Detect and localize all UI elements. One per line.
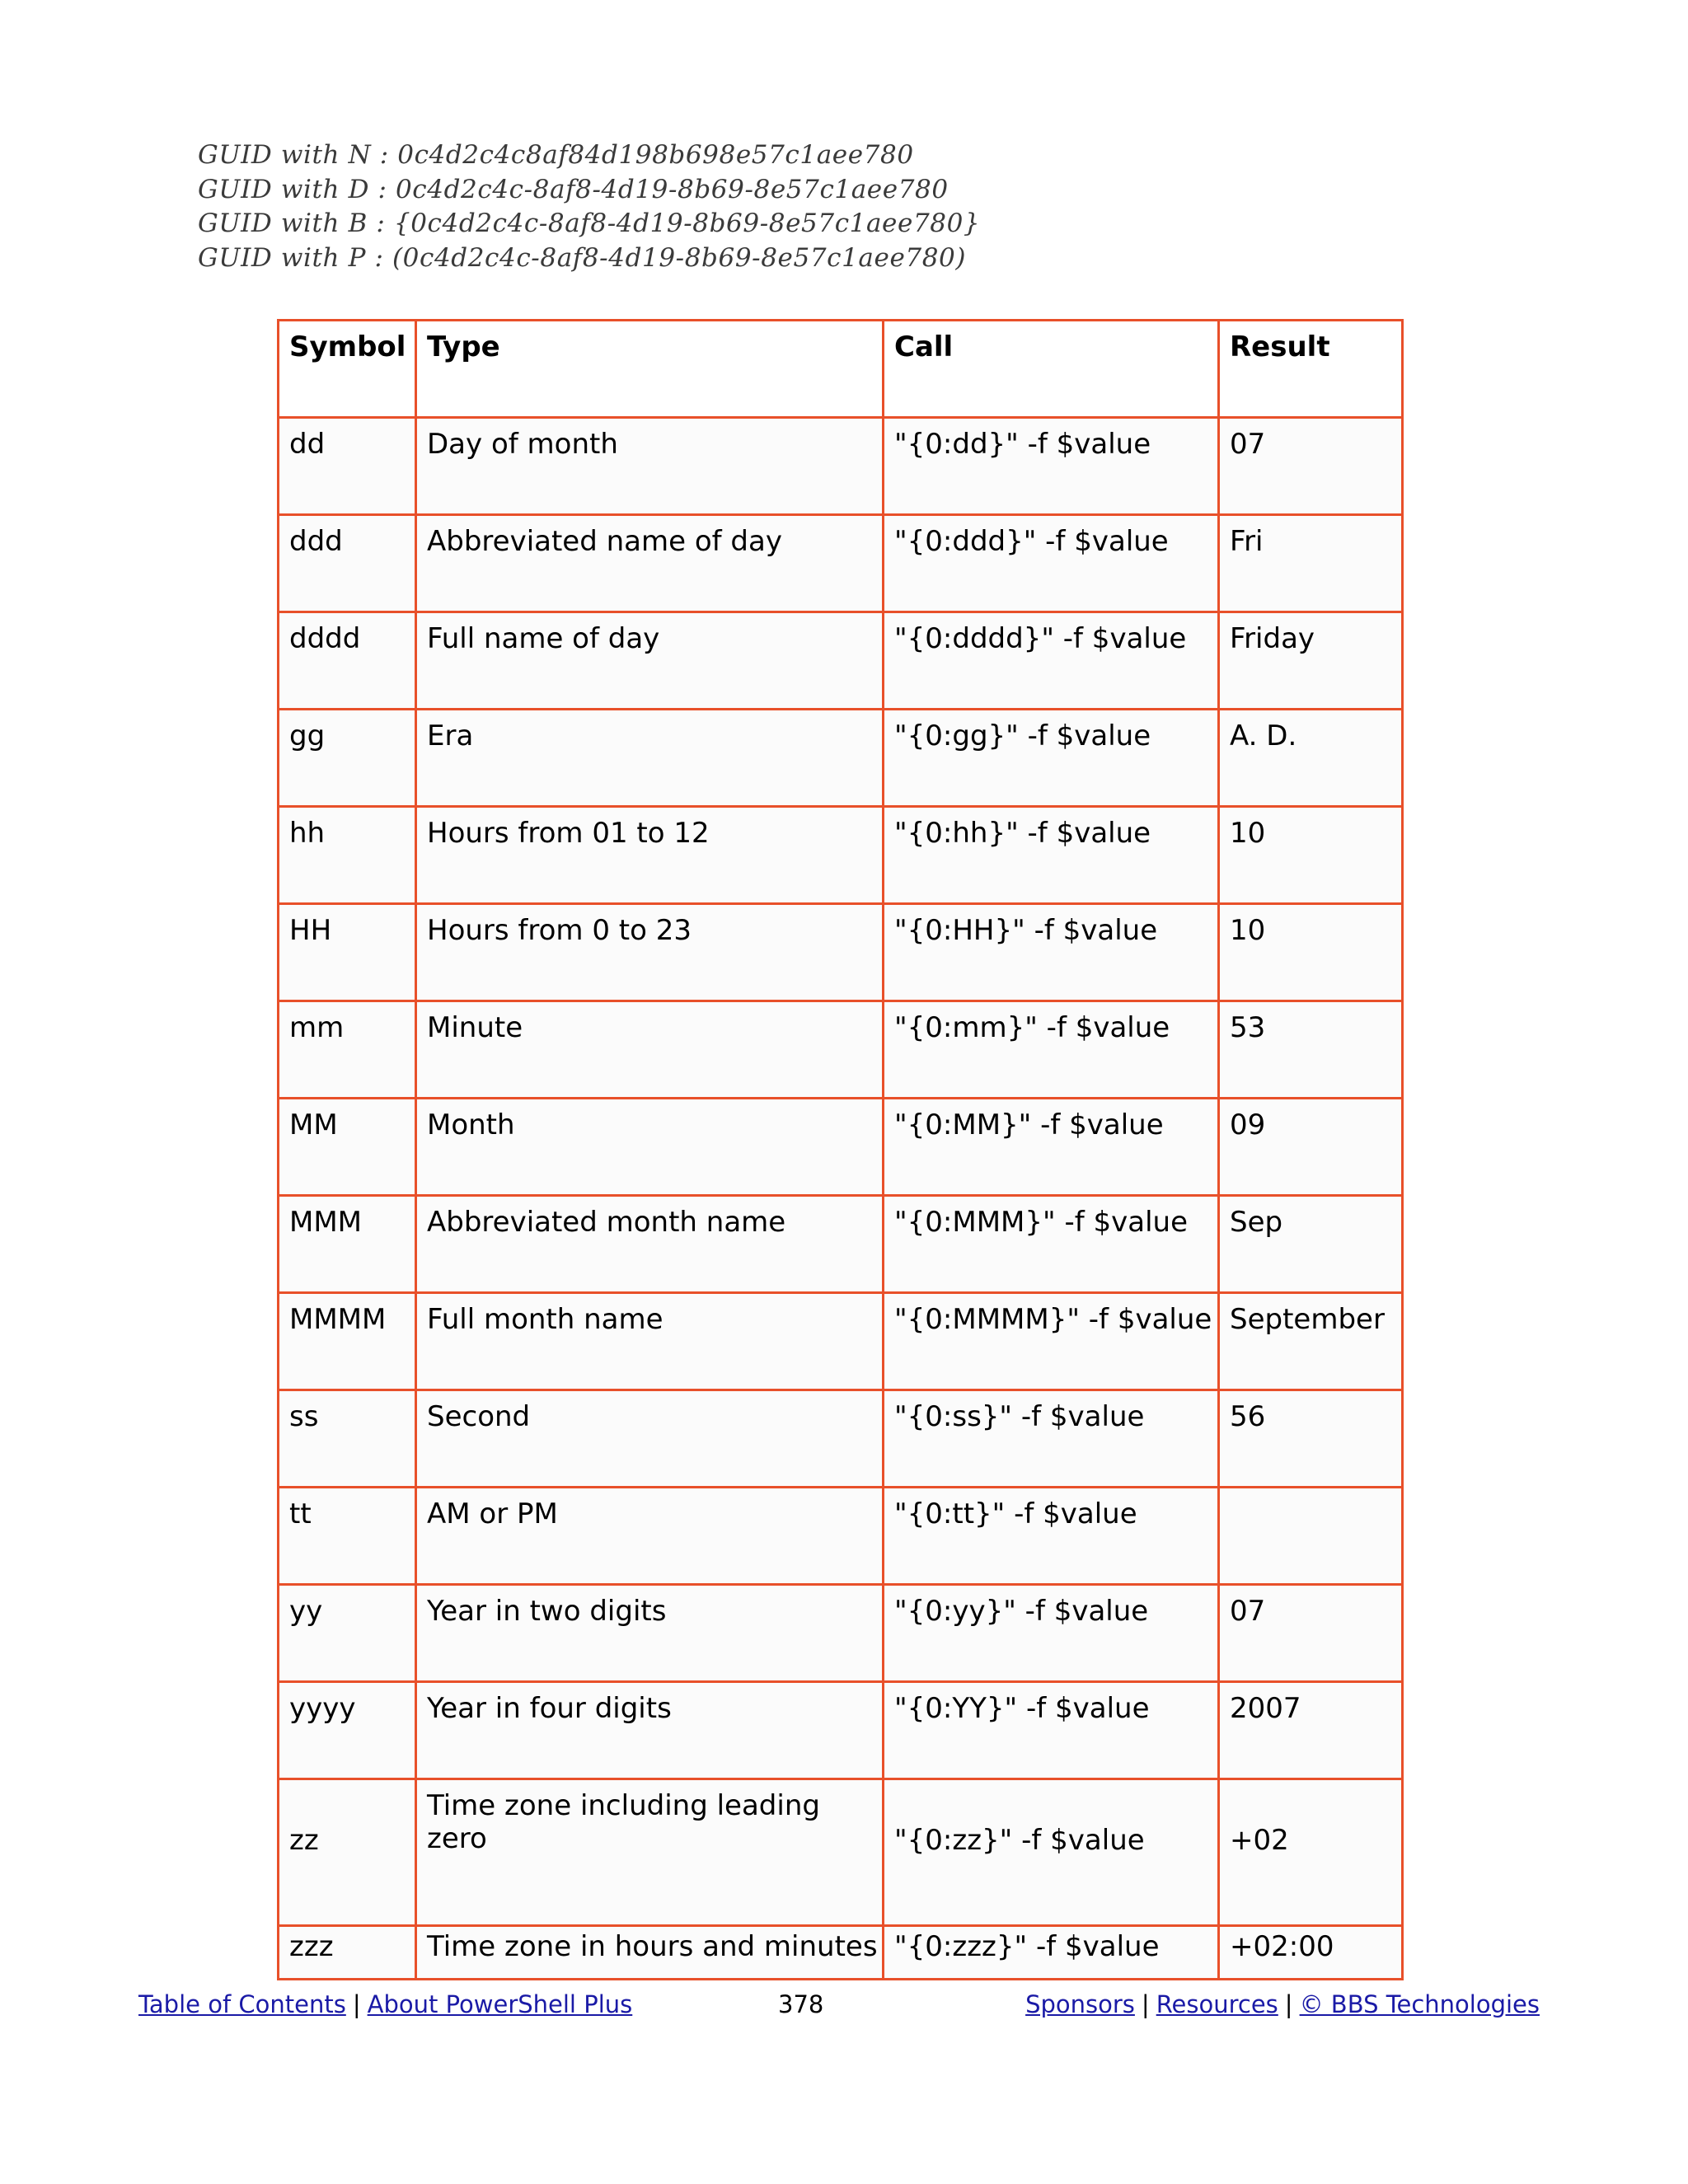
cell-symbol: ss (279, 1390, 416, 1488)
cell-call: "{0:hh}" -f $value (884, 807, 1219, 904)
table-row (279, 904, 1403, 1001)
cell-symbol: tt (279, 1488, 416, 1585)
sponsors-link[interactable]: Sponsors (1025, 1990, 1135, 2018)
table-row (279, 1390, 1403, 1488)
header-call: Call (884, 321, 1219, 418)
cell-symbol: hh (279, 807, 416, 904)
cell-type: Hours from 0 to 23 (416, 904, 884, 1001)
cell-type: AM or PM (416, 1488, 884, 1585)
cell-call: "{0:MMM}" -f $value (884, 1196, 1219, 1293)
cell-result: 56 (1219, 1390, 1403, 1488)
cell-result: +02:00 (1219, 1926, 1403, 1980)
cell-symbol: zz (279, 1779, 416, 1926)
code-line: GUID with N : 0c4d2c4c8af84d198b698e57c1aee780 (198, 140, 914, 170)
table-row (279, 710, 1403, 807)
guid-code-block (198, 138, 1434, 275)
table-row (279, 807, 1403, 904)
page-number: 378 (778, 1990, 824, 2018)
table-row (279, 1001, 1403, 1099)
cell-type: Day of month (416, 418, 884, 515)
cell-type: Year in two digits (416, 1585, 884, 1682)
header-result: Result (1219, 321, 1403, 418)
cell-symbol: dd (279, 418, 416, 515)
table-row (279, 515, 1403, 612)
table-row (279, 1926, 1403, 1980)
copyright-link[interactable]: © BBS Technologies (1299, 1990, 1540, 2018)
cell-call: "{0:ddd}" -f $value (884, 515, 1219, 612)
table-row (279, 1488, 1403, 1585)
cell-call: "{0:dd}" -f $value (884, 418, 1219, 515)
footer-separator: | (352, 1990, 361, 2018)
cell-type: Time zone including leading zero (416, 1779, 884, 1926)
footer-separator: | (1284, 1990, 1293, 2018)
cell-type: Abbreviated month name (416, 1196, 884, 1293)
cell-call: "{0:yy}" -f $value (884, 1585, 1219, 1682)
cell-call: "{0:zzz}" -f $value (884, 1926, 1219, 1980)
cell-call: "{0:zz}" -f $value (884, 1779, 1219, 1926)
table-row (279, 418, 1403, 515)
cell-call: "{0:ss}" -f $value (884, 1390, 1219, 1488)
cell-result: Fri (1219, 515, 1403, 612)
cell-call: "{0:mm}" -f $value (884, 1001, 1219, 1099)
cell-call: "{0:MM}" -f $value (884, 1099, 1219, 1196)
cell-type: Hours from 01 to 12 (416, 807, 884, 904)
cell-result: 07 (1219, 418, 1403, 515)
about-powershell-plus-link[interactable]: About PowerShell Plus (367, 1990, 633, 2018)
footer-separator: | (1141, 1990, 1150, 2018)
cell-type: Minute (416, 1001, 884, 1099)
cell-result: 2007 (1219, 1682, 1403, 1779)
cell-call: "{0:MMMM}" -f $value (884, 1293, 1219, 1390)
cell-type: Full month name (416, 1293, 884, 1390)
cell-result: +02 (1219, 1779, 1403, 1926)
cell-symbol: zzz (279, 1926, 416, 1980)
cell-result: 07 (1219, 1585, 1403, 1682)
cell-result: Sep (1219, 1196, 1403, 1293)
table-row (279, 1099, 1403, 1196)
cell-symbol: mm (279, 1001, 416, 1099)
cell-symbol: yyyy (279, 1682, 416, 1779)
cell-symbol: HH (279, 904, 416, 1001)
cell-symbol: MMMM (279, 1293, 416, 1390)
date-format-table (277, 319, 1404, 1980)
table-header-row (279, 321, 1403, 418)
footer-left-links (138, 1988, 632, 2021)
code-line: GUID with D : 0c4d2c4c-8af8-4d19-8b69-8e57c1aee780 (198, 174, 949, 204)
cell-result: A. D. (1219, 710, 1403, 807)
cell-symbol: gg (279, 710, 416, 807)
code-line: GUID with B : {0c4d2c4c-8af8-4d19-8b69-8e57c1aee780} (198, 209, 981, 238)
cell-call: "{0:gg}" -f $value (884, 710, 1219, 807)
table-of-contents-link[interactable]: Table of Contents (138, 1990, 346, 2018)
footer-right-links (1025, 1988, 1540, 2021)
header-type: Type (416, 321, 884, 418)
cell-type: Full name of day (416, 612, 884, 710)
cell-type: Era (416, 710, 884, 807)
table-row (279, 1682, 1403, 1779)
cell-symbol: yy (279, 1585, 416, 1682)
cell-result: 10 (1219, 904, 1403, 1001)
cell-call: "{0:tt}" -f $value (884, 1488, 1219, 1585)
cell-symbol: MM (279, 1099, 416, 1196)
cell-symbol: ddd (279, 515, 416, 612)
cell-type: Time zone in hours and minutes (416, 1926, 884, 1980)
cell-type: Second (416, 1390, 884, 1488)
cell-result: 53 (1219, 1001, 1403, 1099)
cell-call: "{0:dddd}" -f $value (884, 612, 1219, 710)
table-row (279, 1585, 1403, 1682)
header-symbol: Symbol (279, 321, 416, 418)
cell-result (1219, 1488, 1403, 1585)
table-row (279, 1293, 1403, 1390)
table-row (279, 612, 1403, 710)
cell-type: Month (416, 1099, 884, 1196)
cell-type: Year in four digits (416, 1682, 884, 1779)
cell-result: Friday (1219, 612, 1403, 710)
cell-symbol: MMM (279, 1196, 416, 1293)
cell-result: September (1219, 1293, 1403, 1390)
page-footer (0, 1988, 1688, 2021)
table-row (279, 1779, 1403, 1926)
code-line: GUID with P : (0c4d2c4c-8af8-4d19-8b69-8e57c1aee780) (198, 242, 967, 273)
cell-call: "{0:HH}" -f $value (884, 904, 1219, 1001)
table-row (279, 1196, 1403, 1293)
cell-call: "{0:YY}" -f $value (884, 1682, 1219, 1779)
cell-type: Abbreviated name of day (416, 515, 884, 612)
cell-result: 09 (1219, 1099, 1403, 1196)
cell-result: 10 (1219, 807, 1403, 904)
resources-link[interactable]: Resources (1156, 1990, 1278, 2018)
cell-symbol: dddd (279, 612, 416, 710)
